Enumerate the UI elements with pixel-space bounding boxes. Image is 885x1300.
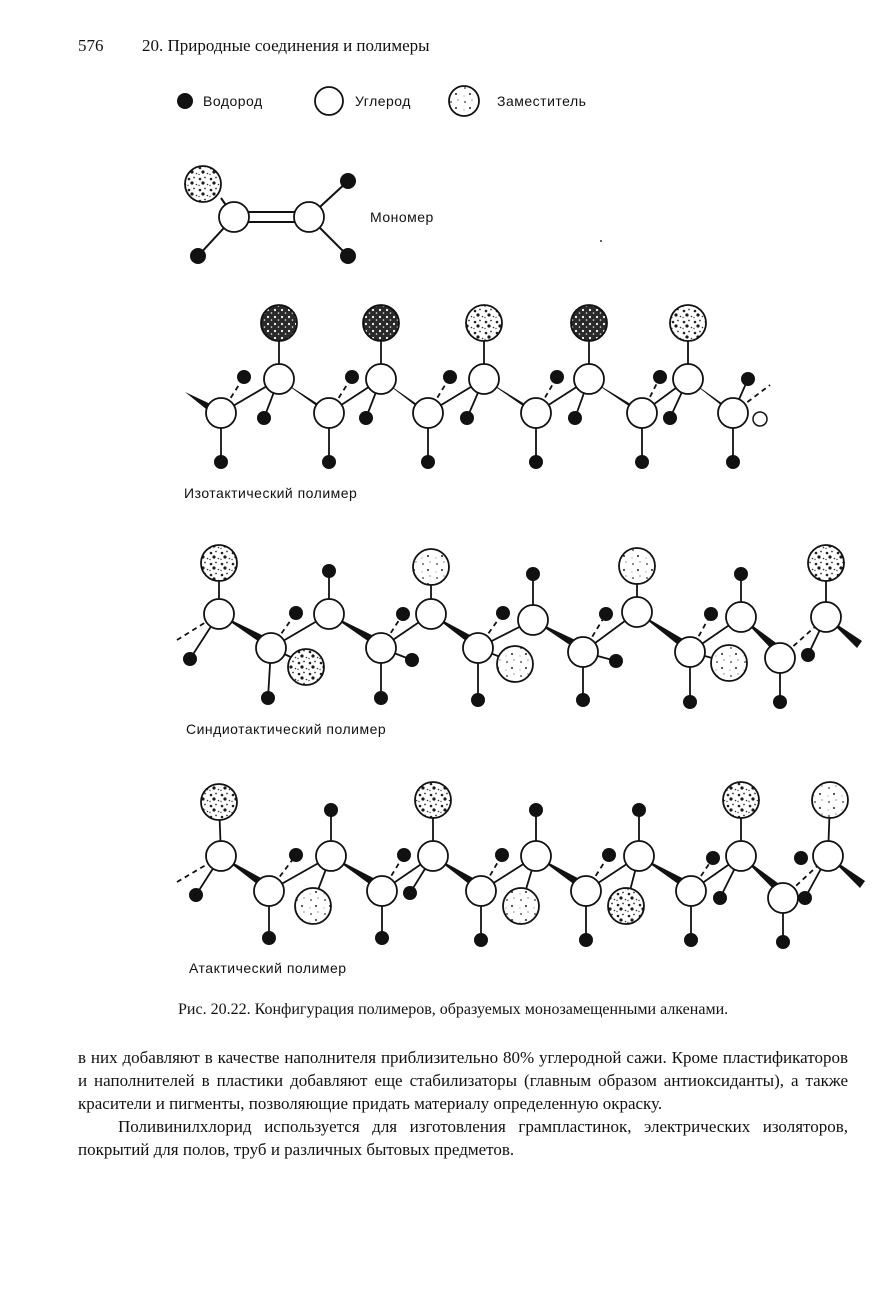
carbon-atom (366, 364, 396, 394)
substituent-atom (413, 549, 449, 585)
hydrogen-atom (726, 455, 740, 469)
atactic-label: Атактический полимер (189, 960, 347, 976)
carbon-atom (675, 637, 705, 667)
carbon-atom (254, 876, 284, 906)
carbon-atom (726, 841, 756, 871)
body-paragraph-1: в них добавляют в качестве наполнителя приблизительно 80% углеродной сажи. Кроме пластификаторов и наполнителей в пластики добавляют еще стабилизаторы (главным образом антиоксиданты), а также красители и пигменты, позволяющие придать материалу определенную окраску. (78, 1048, 848, 1113)
hydrogen-atom (405, 653, 419, 667)
carbon-atom (413, 398, 443, 428)
hydrogen-atom (322, 455, 336, 469)
carbon-atom (469, 364, 499, 394)
carbon-atom (718, 398, 748, 428)
hydrogen-atom (190, 248, 206, 264)
carbon-atom (811, 602, 841, 632)
hydrogen-atom (529, 455, 543, 469)
legend-substituent-label: Заместитель (497, 93, 587, 109)
monomer-label: Мономер (370, 209, 434, 225)
substituent-atom (711, 645, 747, 681)
isotactic-label: Изотактический полимер (184, 485, 358, 501)
body-text (78, 1046, 848, 1161)
carbon-atom (753, 412, 767, 426)
substituent-atom (185, 166, 221, 202)
carbon-atom (813, 841, 843, 871)
hydrogen-atom (683, 695, 697, 709)
hydrogen-atom (403, 886, 417, 900)
carbon-atom (264, 364, 294, 394)
hydrogen-atom (183, 652, 197, 666)
hydrogen-atom (741, 372, 755, 386)
hydrogen-atom (340, 173, 356, 189)
hydrogen-atom (289, 848, 303, 862)
carbon-atom (316, 841, 346, 871)
hydrogen-atom (663, 411, 677, 425)
body-paragraph-2: Поливинилхлорид используется для изготовления грампластинок, электрических изоляторов, покрытий для полов, труб и различных бытовых предметов. (78, 1117, 848, 1159)
legend-carbon-label: Углерод (355, 93, 411, 109)
carbon-atom (314, 599, 344, 629)
carbon-atom (568, 637, 598, 667)
hydrogen-atom (237, 370, 251, 384)
hydrogen-atom (653, 370, 667, 384)
carbon-atom (627, 398, 657, 428)
figure-caption: Рис. 20.22. Конфигурация полимеров, образуемых монозамещенными алкенами. (178, 1001, 729, 1018)
substituent-atom (503, 888, 539, 924)
carbon-atom (366, 633, 396, 663)
hydrogen-atom (289, 606, 303, 620)
carbon-atom (624, 841, 654, 871)
carbon-atom (673, 364, 703, 394)
substituent-atom (288, 649, 324, 685)
hydrogen-atom (189, 888, 203, 902)
hydrogen-atom (635, 455, 649, 469)
hydrogen-atom (734, 567, 748, 581)
substituent-atom (670, 305, 706, 341)
hydrogen-atom (798, 891, 812, 905)
hydrogen-atom (529, 803, 543, 817)
substituent-atom (295, 888, 331, 924)
carbon-atom (463, 633, 493, 663)
hydrogen-atom (421, 455, 435, 469)
carbon-atom (204, 599, 234, 629)
carbon-atom (219, 202, 249, 232)
substituent-atom (201, 784, 237, 820)
page-number: 576 (78, 36, 104, 55)
hydrogen-atom (706, 851, 720, 865)
hydrogen-atom (396, 607, 410, 621)
hydrogen-atom (526, 567, 540, 581)
carbon-atom (574, 364, 604, 394)
hydrogen-atom (599, 607, 613, 621)
hydrogen-atom (471, 693, 485, 707)
hydrogen-atom (568, 411, 582, 425)
substituent-atom (619, 548, 655, 584)
hydrogen-atom (794, 851, 808, 865)
hydrogen-atom (359, 411, 373, 425)
substituent-atom (723, 782, 759, 818)
carbon-atom (418, 841, 448, 871)
hydrogen-atom (579, 933, 593, 947)
hydrogen-atom (550, 370, 564, 384)
carbon-atom (622, 597, 652, 627)
hydrogen-atom (776, 935, 790, 949)
carbon-atom (416, 599, 446, 629)
hydrogen-atom (345, 370, 359, 384)
hydrogen-atom (262, 931, 276, 945)
substituent-atom (466, 305, 502, 341)
carbon-atom (676, 876, 706, 906)
substituent-atom (415, 782, 451, 818)
substituent-atom (201, 545, 237, 581)
substituent-atom (812, 782, 848, 818)
carbon-atom (206, 398, 236, 428)
substituent-atom (261, 305, 297, 341)
substituent-legend-icon (449, 86, 479, 116)
hydrogen-atom (340, 248, 356, 264)
hydrogen-atom (322, 564, 336, 578)
carbon-atom (521, 398, 551, 428)
hydrogen-atom (684, 933, 698, 947)
substituent-atom (363, 305, 399, 341)
monomer-diagram (185, 166, 602, 264)
hydrogen-atom (324, 803, 338, 817)
hydrogen-atom (374, 691, 388, 705)
figure-legend (177, 86, 586, 116)
hydrogen-atom (214, 455, 228, 469)
hydrogen-atom (704, 607, 718, 621)
hydrogen-atom (474, 933, 488, 947)
carbon-atom (294, 202, 324, 232)
substituent-atom (608, 888, 644, 924)
carbon-atom (518, 605, 548, 635)
carbon-atom (571, 876, 601, 906)
carbon-legend-icon (315, 87, 343, 115)
hydrogen-atom (397, 848, 411, 862)
substituent-atom (497, 646, 533, 682)
syndiotactic-chain (177, 545, 862, 709)
hydrogen-atom (801, 648, 815, 662)
carbon-atom (765, 643, 795, 673)
carbon-atom (726, 602, 756, 632)
hydrogen-atom (602, 848, 616, 862)
hydrogen-legend-icon (177, 93, 193, 109)
hydrogen-atom (773, 695, 787, 709)
hydrogen-atom (632, 803, 646, 817)
hydrogen-atom (576, 693, 590, 707)
carbon-atom (367, 876, 397, 906)
hydrogen-atom (609, 654, 623, 668)
legend-hydrogen-label: Водород (203, 93, 263, 109)
hydrogen-atom (495, 848, 509, 862)
carbon-atom (314, 398, 344, 428)
hydrogen-atom (375, 931, 389, 945)
hydrogen-atom (713, 891, 727, 905)
chapter-title: 20. Природные соединения и полимеры (142, 36, 430, 55)
hydrogen-atom (257, 411, 271, 425)
carbon-atom (206, 841, 236, 871)
isotactic-chain (185, 305, 770, 469)
substituent-atom (808, 545, 844, 581)
carbon-atom (521, 841, 551, 871)
hydrogen-atom (443, 370, 457, 384)
hydrogen-atom (460, 411, 474, 425)
atactic-chain (177, 782, 865, 949)
syndiotactic-label: Синдиотактический полимер (186, 721, 387, 737)
carbon-atom (466, 876, 496, 906)
hydrogen-atom (496, 606, 510, 620)
carbon-atom (256, 633, 286, 663)
hydrogen-atom (261, 691, 275, 705)
carbon-atom (768, 883, 798, 913)
substituent-atom (571, 305, 607, 341)
